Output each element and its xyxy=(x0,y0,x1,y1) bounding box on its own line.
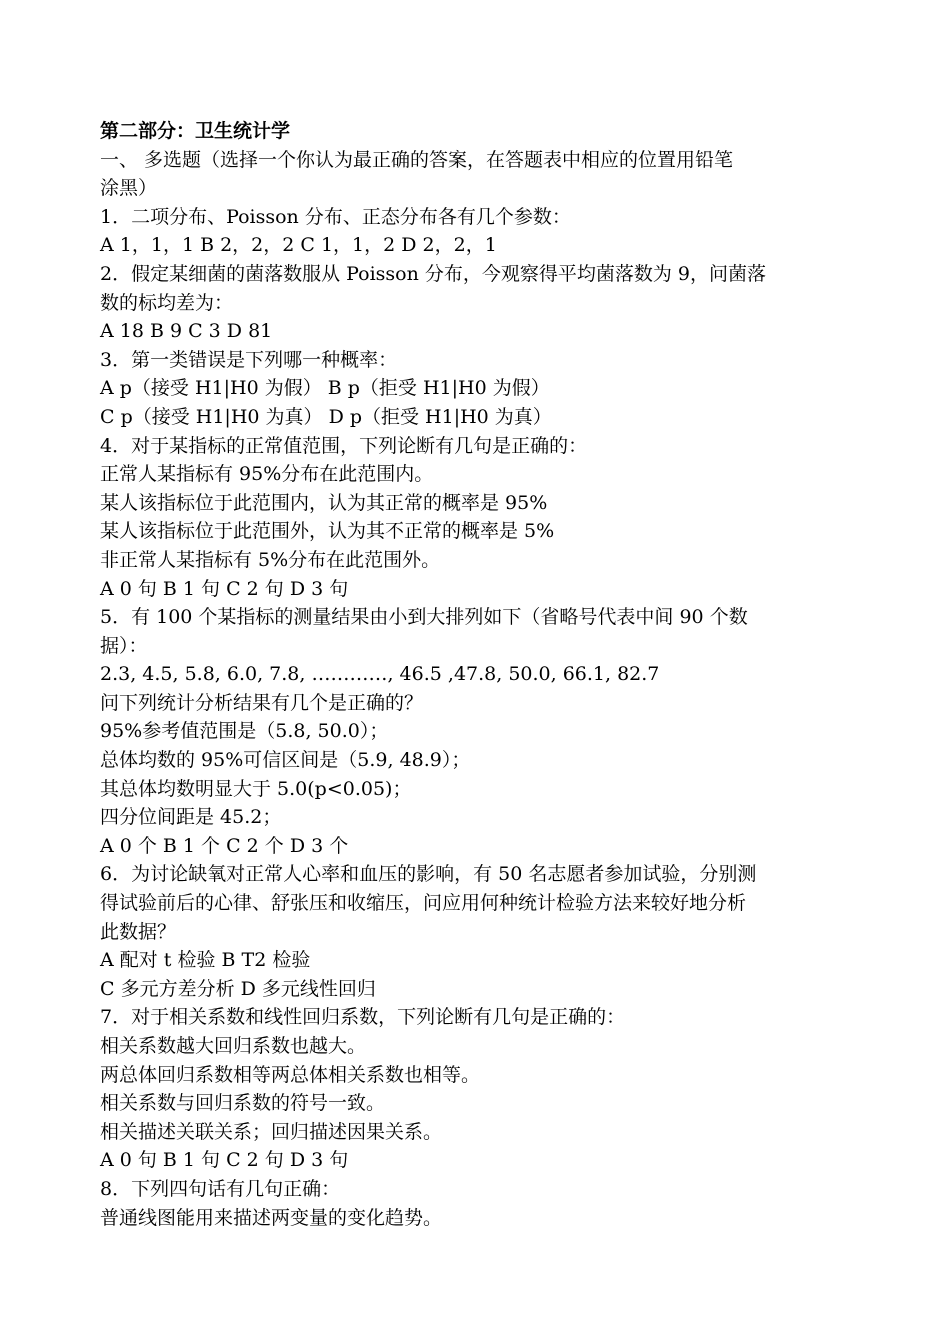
answer-options: A 0 个 B 1 个 C 2 个 D 3 个 xyxy=(100,834,349,857)
statement: 非正常人某指标有 5%分布在此范围外。 xyxy=(100,548,441,571)
text-line: 问下列统计分析结果有几个是正确的？ xyxy=(100,691,424,714)
text-line: 得试验前后的心律、舒张压和收缩压，问应用何种统计检验方法来较好地分析 xyxy=(100,892,747,915)
question-4: 4．对于某指标的正常值范围，下列论断有几句是正确的： xyxy=(100,434,588,457)
statement: 95%参考值范围是（5.8, 50.0）； xyxy=(100,720,389,743)
data-sequence: 2.3, 4.5, 5.8, 6.0, 7.8, …………, 46.5 ,47.8, 50.0, 66.1, 82.7 xyxy=(100,663,660,686)
question-5: 5．有 100 个某指标的测量结果由小到大排列如下（省略号代表中间 90 个数 xyxy=(100,606,748,629)
text-line: 据）： xyxy=(100,634,148,657)
statement: 正常人某指标有 95%分布在此范围内。 xyxy=(100,463,434,486)
question-8: 8．下列四句话有几句正确： xyxy=(100,1177,341,1200)
question-3: 3．第一类错误是下列哪一种概率： xyxy=(100,348,398,371)
statement: 相关系数与回归系数的符号一致。 xyxy=(100,1092,386,1115)
answer-options: A 配对 t 检验 B T2 检验 xyxy=(100,949,311,972)
statement: 总体均数的 95%可信区间是（5.9, 48.9）； xyxy=(100,749,471,772)
text-line: 数的标均差为： xyxy=(100,291,234,314)
question-1: 1．二项分布、Poisson 分布、正态分布各有几个参数： xyxy=(100,205,571,228)
text-line: 一、 多选题（选择一个你认为最正确的答案，在答题表中相应的位置用铅笔 xyxy=(100,148,734,171)
question-2: 2．假定某细菌的菌落数服从 Poisson 分布，今观察得平均菌落数为 9，问菌落 xyxy=(100,262,767,285)
question-7: 7．对于相关系数和线性回归系数，下列论断有几句是正确的： xyxy=(100,1006,626,1029)
answer-options: A 18 B 9 C 3 D 81 xyxy=(100,320,273,343)
statement: 两总体回归系数相等两总体相关系数也相等。 xyxy=(100,1063,481,1086)
statement: 相关描述关联关系；回归描述因果关系。 xyxy=(100,1120,443,1143)
statement: 某人该指标位于此范围外，认为其不正常的概率是 5% xyxy=(100,520,555,543)
text-line: 涂黑） xyxy=(100,177,158,200)
answer-options: A p（接受 H1|H0 为假） B p（拒受 H1|H0 为假） xyxy=(100,377,550,400)
answer-options: A 1，1，1 B 2，2，2 C 1，1，2 D 2，2，1 xyxy=(100,234,497,257)
statement: 四分位间距是 45.2； xyxy=(100,806,282,829)
statement: 某人该指标位于此范围内，认为其正常的概率是 95% xyxy=(100,491,548,514)
answer-options: A 0 句 B 1 句 C 2 句 D 3 句 xyxy=(100,577,349,600)
section-title: 第二部分：卫生统计学 xyxy=(100,120,291,142)
answer-options: C 多元方差分析 D 多元线性回归 xyxy=(100,977,376,1000)
question-6: 6．为讨论缺氧对正常人心率和血压的影响，有 50 名志愿者参加试验，分别测 xyxy=(100,863,757,886)
statement: 普通线图能用来描述两变量的变化趋势。 xyxy=(100,1206,443,1229)
text-line: 此数据？ xyxy=(100,920,177,943)
answer-options: C p（接受 H1|H0 为真） D p（拒受 H1|H0 为真） xyxy=(100,405,552,428)
document-body xyxy=(100,117,850,1232)
statement: 其总体均数明显大于 5.0(p<0.05)； xyxy=(100,777,412,800)
answer-options: A 0 句 B 1 句 C 2 句 D 3 句 xyxy=(100,1149,349,1172)
statement: 相关系数越大回归系数也越大。 xyxy=(100,1035,367,1057)
